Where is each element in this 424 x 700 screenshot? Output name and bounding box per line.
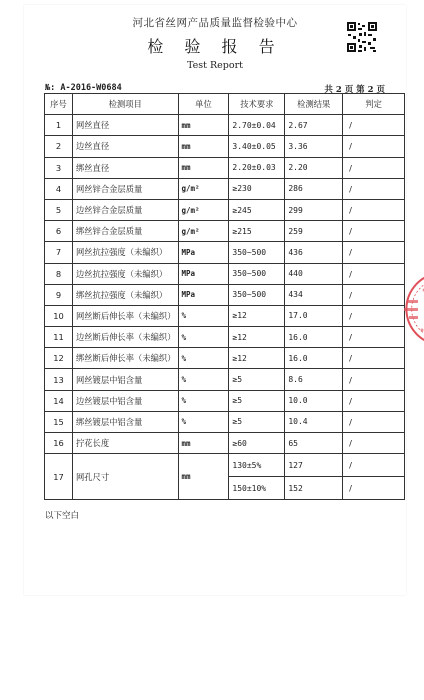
row-result: 152: [285, 477, 343, 500]
report-title: 检 验 报 告: [147, 37, 283, 56]
row-result: 10.0: [285, 390, 343, 411]
table-body: [45, 115, 405, 500]
row-requirement: 130±5%: [229, 454, 285, 477]
row-requirement: 3.40±0.05: [229, 136, 285, 157]
report-sheet: [24, 5, 406, 595]
col-header-unit: 单位: [178, 94, 229, 115]
row-unit: g/m²: [178, 221, 229, 242]
row-requirement: 350~500: [229, 242, 285, 263]
row-no: 8: [45, 263, 73, 284]
row-unit: %: [178, 411, 229, 432]
org-name: 河北省丝网产品质量监督检验中心: [132, 17, 298, 29]
table-row: [45, 369, 405, 390]
table-row: [45, 221, 405, 242]
table-row: [45, 327, 405, 348]
row-item: 网丝抗拉强度（未编织）: [72, 242, 178, 263]
row-item: 边丝锌合金层质量: [72, 199, 178, 220]
row-no: 6: [45, 221, 73, 242]
row-unit: MPa: [178, 284, 229, 305]
row-item: 网孔尺寸: [72, 454, 178, 500]
row-requirement: 150±10%: [229, 477, 285, 500]
table-row: [45, 454, 405, 477]
row-item: 边丝直径: [72, 136, 178, 157]
row-unit: mm: [178, 433, 229, 454]
col-header-judgement: 判定: [343, 94, 405, 115]
row-no: 9: [45, 284, 73, 305]
row-unit: %: [178, 369, 229, 390]
row-no: 15: [45, 411, 73, 432]
row-judgement: /: [343, 263, 405, 284]
row-item: 边丝抗拉强度（未编织）: [72, 263, 178, 284]
row-requirement: ≥245: [229, 199, 285, 220]
col-header-result: 检测结果: [285, 94, 343, 115]
row-requirement: ≥12: [229, 327, 285, 348]
row-no: 1: [45, 115, 73, 136]
row-requirement: 2.20±0.03: [229, 157, 285, 178]
row-unit: mm: [178, 157, 229, 178]
row-result: 17.0: [285, 305, 343, 326]
row-unit: g/m²: [178, 178, 229, 199]
qr-code-icon: [346, 21, 378, 53]
table-header-row: [45, 94, 405, 115]
col-header-item: 检测项目: [72, 94, 178, 115]
col-header-no: 序号: [45, 94, 73, 115]
row-judgement: /: [343, 221, 405, 242]
table-row: [45, 411, 405, 432]
row-result: 16.0: [285, 348, 343, 369]
row-result: 299: [285, 199, 343, 220]
row-unit: mm: [178, 136, 229, 157]
row-unit: %: [178, 327, 229, 348]
row-requirement: ≥12: [229, 348, 285, 369]
report-subtitle: Test Report: [187, 60, 243, 71]
row-requirement: 350~500: [229, 263, 285, 284]
table-row: [45, 178, 405, 199]
row-no: 5: [45, 199, 73, 220]
row-unit: mm: [178, 454, 229, 500]
row-judgement: /: [343, 454, 405, 477]
row-result: 2.20: [285, 157, 343, 178]
row-judgement: /: [343, 411, 405, 432]
row-unit: MPa: [178, 242, 229, 263]
row-item: 绑丝镀层中铝含量: [72, 411, 178, 432]
row-result: 8.6: [285, 369, 343, 390]
row-result: 286: [285, 178, 343, 199]
row-item: 绑丝直径: [72, 157, 178, 178]
row-item: 网丝断后伸长率（未编织）: [72, 305, 178, 326]
row-requirement: ≥5: [229, 390, 285, 411]
row-no: 16: [45, 433, 73, 454]
row-no: 10: [45, 305, 73, 326]
table-row: [45, 136, 405, 157]
table-row: [45, 157, 405, 178]
row-item: 边丝镀层中铝含量: [72, 390, 178, 411]
row-judgement: /: [343, 327, 405, 348]
row-item: 边丝断后伸长率（未编织）: [72, 327, 178, 348]
report-number: №: A-2016-W0684: [45, 83, 122, 93]
row-requirement: ≥5: [229, 411, 285, 432]
row-result: 127: [285, 454, 343, 477]
row-no: 14: [45, 390, 73, 411]
row-no: 7: [45, 242, 73, 263]
row-judgement: /: [343, 157, 405, 178]
seal-stamp: [394, 270, 424, 348]
row-no: 13: [45, 369, 73, 390]
row-result: 259: [285, 221, 343, 242]
row-requirement: ≥5: [229, 369, 285, 390]
row-item: 网丝锌合金层质量: [72, 178, 178, 199]
row-requirement: ≥215: [229, 221, 285, 242]
row-judgement: /: [343, 178, 405, 199]
table-row: [45, 284, 405, 305]
table-row: [45, 263, 405, 284]
row-unit: g/m²: [178, 199, 229, 220]
row-requirement: 350~500: [229, 284, 285, 305]
row-unit: %: [178, 305, 229, 326]
table-row: [45, 242, 405, 263]
row-judgement: /: [343, 284, 405, 305]
row-item: 网丝镀层中铝含量: [72, 369, 178, 390]
col-header-requirement: 技术要求: [229, 94, 285, 115]
table-row: [45, 348, 405, 369]
row-requirement: 2.70±0.04: [229, 115, 285, 136]
row-unit: MPa: [178, 263, 229, 284]
row-item: 绑丝锌合金层质量: [72, 221, 178, 242]
row-result: 10.4: [285, 411, 343, 432]
row-result: 2.67: [285, 115, 343, 136]
row-no: 17: [45, 454, 73, 500]
row-requirement: ≥12: [229, 305, 285, 326]
row-result: 16.0: [285, 327, 343, 348]
row-no: 11: [45, 327, 73, 348]
row-unit: mm: [178, 115, 229, 136]
row-result: 434: [285, 284, 343, 305]
table-row: [45, 199, 405, 220]
page-indicator: 共 2 页 第 2 页: [324, 85, 385, 95]
row-requirement: ≥60: [229, 433, 285, 454]
row-judgement: /: [343, 348, 405, 369]
row-judgement: /: [343, 136, 405, 157]
row-no: 3: [45, 157, 73, 178]
row-judgement: /: [343, 199, 405, 220]
row-unit: %: [178, 390, 229, 411]
row-judgement: /: [343, 477, 405, 500]
row-result: 440: [285, 263, 343, 284]
table-row: [45, 433, 405, 454]
row-judgement: /: [343, 369, 405, 390]
end-note: 以下空白: [45, 511, 80, 521]
results-table: [44, 93, 405, 500]
table-row: [45, 390, 405, 411]
row-no: 4: [45, 178, 73, 199]
row-judgement: /: [343, 390, 405, 411]
row-item: 拧花长度: [72, 433, 178, 454]
row-item: 绑丝断后伸长率（未编织）: [72, 348, 178, 369]
table-row: [45, 305, 405, 326]
row-judgement: /: [343, 305, 405, 326]
row-item: 网丝直径: [72, 115, 178, 136]
row-result: 3.36: [285, 136, 343, 157]
row-result: 65: [285, 433, 343, 454]
row-item: 绑丝抗拉强度（未编织）: [72, 284, 178, 305]
row-judgement: /: [343, 242, 405, 263]
table-row: [45, 115, 405, 136]
row-unit: %: [178, 348, 229, 369]
row-no: 2: [45, 136, 73, 157]
row-judgement: /: [343, 115, 405, 136]
row-requirement: ≥230: [229, 178, 285, 199]
row-no: 12: [45, 348, 73, 369]
row-judgement: /: [343, 433, 405, 454]
row-result: 436: [285, 242, 343, 263]
